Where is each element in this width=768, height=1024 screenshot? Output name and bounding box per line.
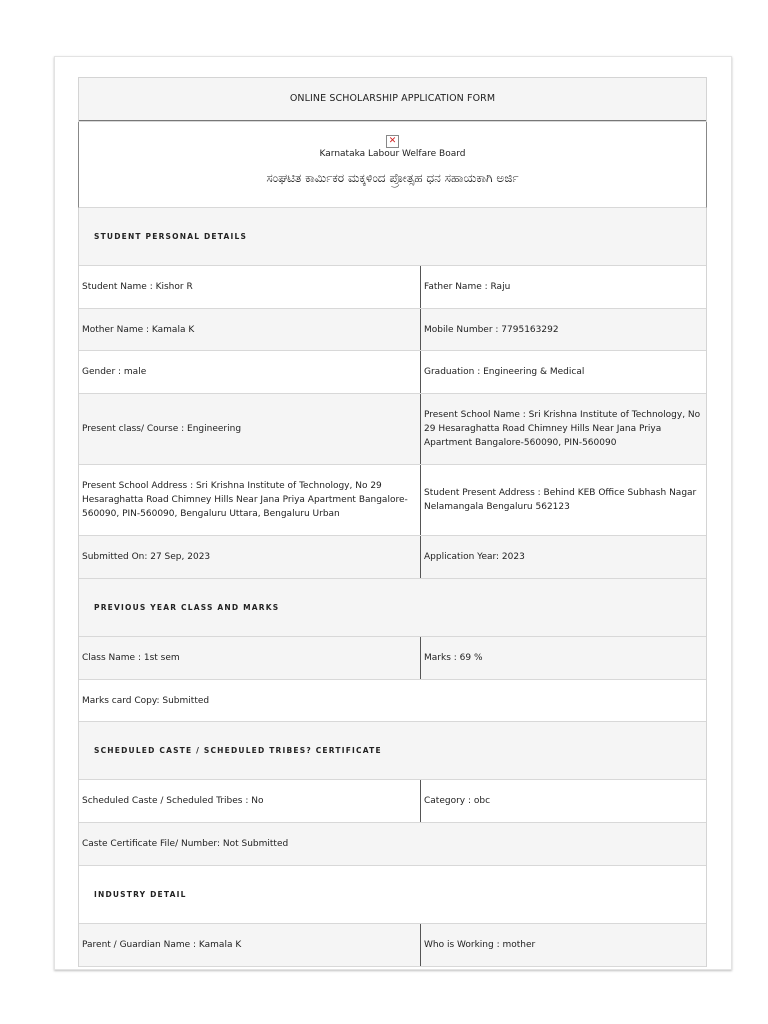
table-row — [79, 823, 706, 866]
application-form-table — [78, 77, 707, 967]
table-row — [79, 266, 706, 309]
table-row — [79, 637, 706, 680]
scheduled-caste-tribes: Scheduled Caste / Scheduled Tribes : No — [79, 780, 421, 822]
section-title-previous: PREVIOUS YEAR CLASS AND MARKS — [79, 579, 706, 636]
document-page — [54, 56, 732, 970]
marks: Marks : 69 % — [424, 653, 483, 663]
section-row — [79, 866, 706, 924]
table-row — [79, 465, 706, 536]
table-row — [79, 680, 706, 722]
section-row — [79, 579, 706, 637]
kannada-title: ಸಂಘಟಿತ ಕಾರ್ಮಿಕರ ಮಕ್ಕಳಿಂದ ಪ್ರೋತ್ಸಹ ಧನ ಸಹಾಯಕಾಗಿ ಅರ್ಜಿ — [266, 171, 519, 185]
father-name: Father Name : Raju — [424, 282, 511, 292]
graduation: Graduation : Engineering & Medical — [424, 367, 585, 377]
mother-name: Mother Name : Kamala K — [79, 309, 421, 350]
section-title-caste: SCHEDULED CASTE / SCHEDULED TRIBES? CERTIFICATE — [79, 722, 706, 779]
present-school-name: Present School Name : Sri Krishna Institute of Technology, No 29 Hesaraghatta Road Chimney Hills Near Jana Priya Apartment Bangalore-560090, PIN-560090 — [424, 410, 701, 448]
gender: Gender : male — [79, 351, 421, 393]
caste-certificate: Caste Certificate File/ Number: Not Submitted — [82, 839, 289, 849]
section-row — [79, 722, 706, 780]
table-row — [79, 394, 706, 465]
form-header — [78, 122, 707, 208]
category: Category : obc — [424, 796, 491, 806]
table-row — [79, 536, 706, 579]
who-is-working: Who is Working : mother — [424, 940, 536, 950]
submitted-on: Submitted On: 27 Sep, 2023 — [79, 536, 421, 578]
marks-card-copy: Marks card Copy: Submitted — [82, 695, 210, 706]
guardian-name: Parent / Guardian Name : Kamala K — [79, 924, 421, 966]
present-class: Present class/ Course : Engineering — [79, 394, 421, 464]
section-title-personal: STUDENT PERSONAL DETAILS — [79, 208, 706, 265]
form-title-row — [79, 78, 706, 122]
section-title-industry: INDUSTRY DETAIL — [79, 866, 706, 923]
present-school-address: Present School Address : Sri Krishna Institute of Technology, No 29 Hesaraghatta Road Chimney Hills Near Jana Priya Apartment Bangalore-560090, PIN-560090, Bengaluru Uttara, Bengaluru Urban — [79, 465, 421, 535]
class-name: Class Name : 1st sem — [79, 637, 421, 679]
organization-name: Karnataka Labour Welfare Board — [319, 149, 466, 159]
table-row — [79, 780, 706, 823]
table-row — [79, 351, 706, 394]
mobile-number: Mobile Number : 7795163292 — [424, 324, 559, 335]
table-row — [79, 924, 706, 967]
student-present-address: Student Present Address : Behind KEB Office Subhash Nagar Nelamangala Bengaluru 562123 — [424, 488, 697, 512]
table-row — [79, 309, 706, 351]
form-title: ONLINE SCHOLARSHIP APPLICATION FORM — [79, 78, 706, 121]
student-name: Student Name : Kishor R — [79, 266, 421, 308]
application-year: Application Year: 2023 — [424, 552, 525, 562]
broken-image-icon: ✕ — [386, 135, 399, 148]
section-row — [79, 208, 706, 266]
